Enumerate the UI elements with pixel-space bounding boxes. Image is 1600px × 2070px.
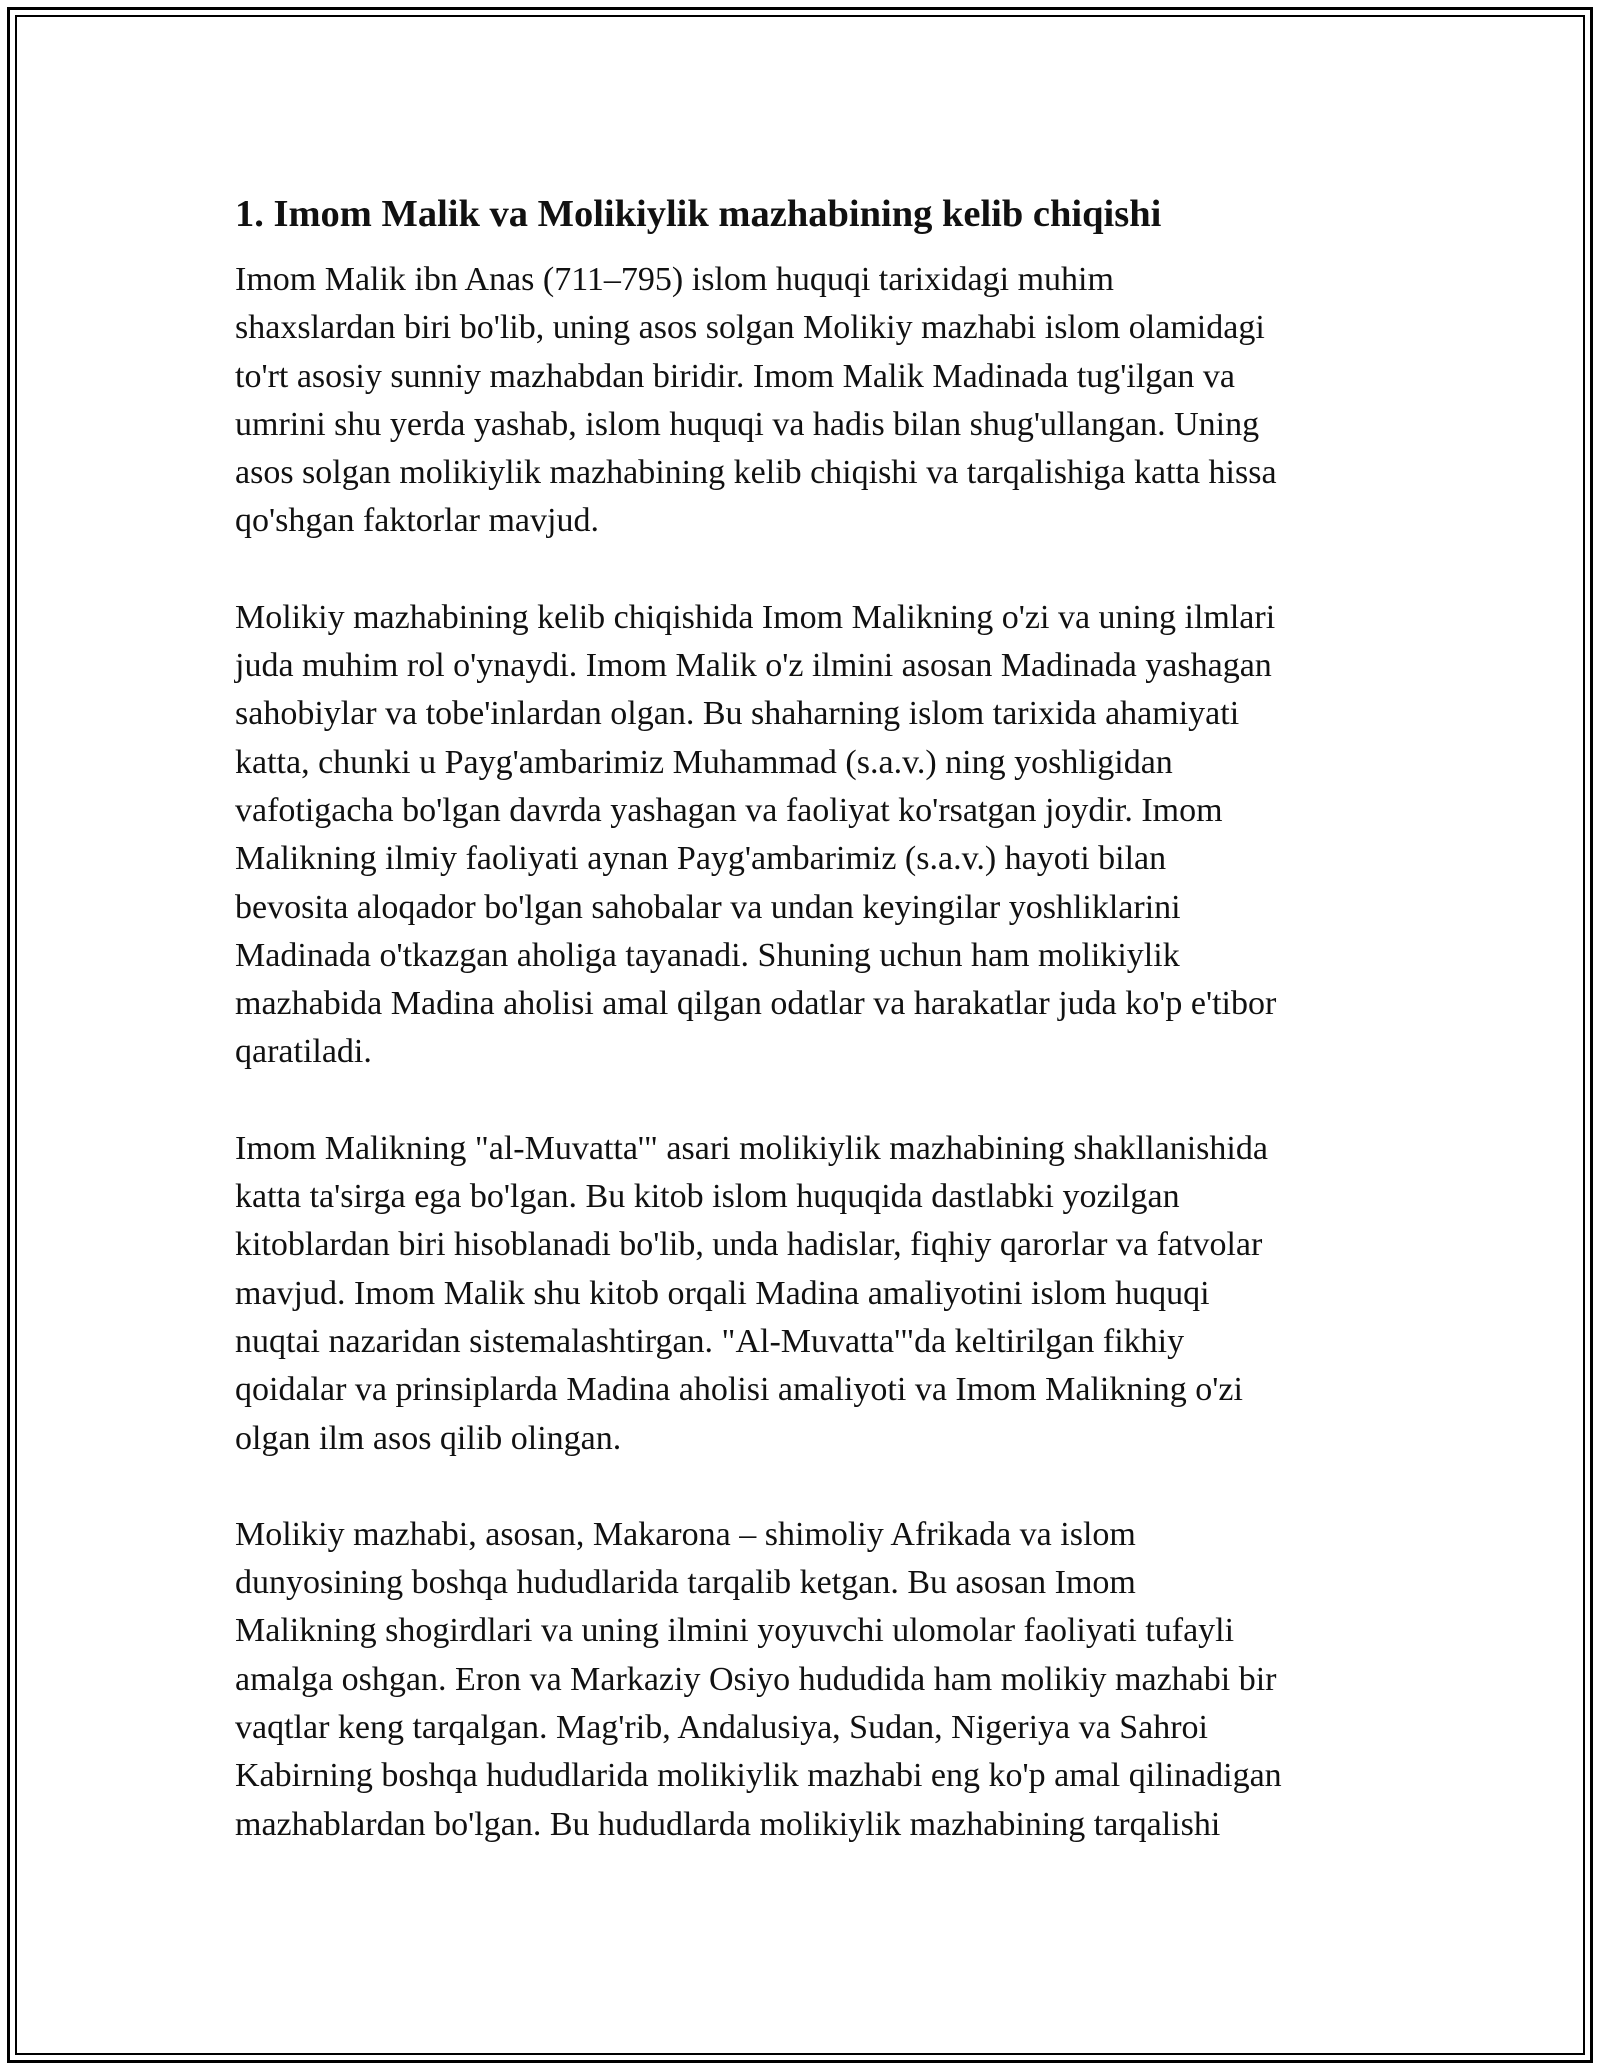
text-line: qaratiladi. — [235, 1033, 372, 1071]
text-line: vaqtlar keng tarqalgan. Mag'rib, Andalusiya, Sudan, Nigeriya va Sahroi — [235, 1709, 1208, 1747]
text-line: juda muhim rol o'ynaydi. Imom Malik o'z ilmini asosan Madinada yashagan — [235, 647, 1272, 685]
paragraph-2 — [235, 594, 1375, 1077]
text-line: amalga oshgan. Eron va Markaziy Osiyo hududida ham molikiy mazhabi bir — [235, 1660, 1277, 1698]
text-line: dunyosining boshqa hududlarida tarqalib ketgan. Bu asosan Imom — [235, 1564, 1136, 1602]
text-line: Imom Malikning "al-Muvatta'" asari molikiylik mazhabining shakllanishida — [235, 1129, 1268, 1167]
text-line: olgan ilm asos qilib olingan. — [235, 1419, 622, 1457]
paragraph-4 — [235, 1511, 1375, 1849]
text-line: mazhablardan bo'lgan. Bu hududlarda molikiylik mazhabining tarqalishi — [235, 1805, 1221, 1843]
paragraph-1 — [235, 256, 1375, 546]
text-line: nuqtai nazaridan sistemalashtirgan. "Al-Muvatta'"da keltirilgan fikhiy — [235, 1322, 1185, 1360]
text-line: Molikiy mazhabining kelib chiqishida Imom Malikning o'zi va uning ilmlari — [235, 598, 1276, 636]
text-line: Kabirning boshqa hududlarida molikiylik mazhabi eng ko'p amal qilinadigan — [235, 1757, 1282, 1795]
text-line: katta ta'sirga ega bo'lgan. Bu kitob islom huquqida dastlabki yozilgan — [235, 1178, 1180, 1216]
text-line: mazhabida Madina aholisi amal qilgan odatlar va harakatlar juda ko'p e'tibor — [235, 985, 1277, 1023]
paragraph-3 — [235, 1125, 1375, 1463]
text-line: kitoblardan biri hisoblanadi bo'lib, unda hadislar, fiqhiy qarorlar va fatvolar — [235, 1226, 1263, 1264]
text-line: qoidalar va prinsiplarda Madina aholisi amaliyoti va Imom Malikning o'zi — [235, 1371, 1243, 1409]
text-line: Molikiy mazhabi, asosan, Makarona – shimoliy Afrikada va islom — [235, 1515, 1136, 1553]
document-body — [235, 188, 1375, 1897]
text-line: to'rt asosiy sunniy mazhabdan biridir. Imom Malik Madinada tug'ilgan va — [235, 357, 1235, 395]
text-line: sahobiylar va tobe'inlardan olgan. Bu shaharning islom tarixida ahamiyati — [235, 695, 1240, 733]
text-line: Imom Malik ibn Anas (711–795) islom huquqi tarixidagi muhim — [235, 261, 1114, 298]
text-line: shaxslardan biri bo'lib, uning asos solgan Molikiy mazhabi islom olamidagi — [235, 309, 1265, 347]
section-heading: 1. Imom Malik va Molikiylik mazhabining kelib chiqishi — [235, 193, 1162, 235]
text-line: katta, chunki u Payg'ambarimiz Muhammad (s.a.v.) ning yoshligidan — [235, 743, 1173, 781]
text-line: Madinada o'tkazgan aholiga tayanadi. Shuning uchun ham molikiylik — [235, 936, 1180, 974]
text-line: vafotigacha bo'lgan davrda yashagan va faoliyat ko'rsatgan joydir. Imom — [235, 791, 1223, 829]
text-line: mavjud. Imom Malik shu kitob orqali Madina amaliyotini islom huquqi — [235, 1274, 1210, 1312]
text-line: bevosita aloqador bo'lgan sahobalar va undan keyingilar yoshliklarini — [235, 888, 1181, 926]
text-line: Malikning shogirdlari va uning ilmini yoyuvchi ulomolar faoliyati tufayli — [235, 1612, 1235, 1650]
text-line: Malikning ilmiy faoliyati aynan Payg'ambarimiz (s.a.v.) hayoti bilan — [235, 840, 1167, 878]
text-line: qo'shgan faktorlar mavjud. — [235, 502, 599, 540]
text-line: umrini shu yerda yashab, islom huquqi va hadis bilan shug'ullangan. Uning — [235, 405, 1260, 443]
text-line: asos solgan molikiylik mazhabining kelib chiqishi va tarqalishiga katta hissa — [235, 454, 1277, 492]
